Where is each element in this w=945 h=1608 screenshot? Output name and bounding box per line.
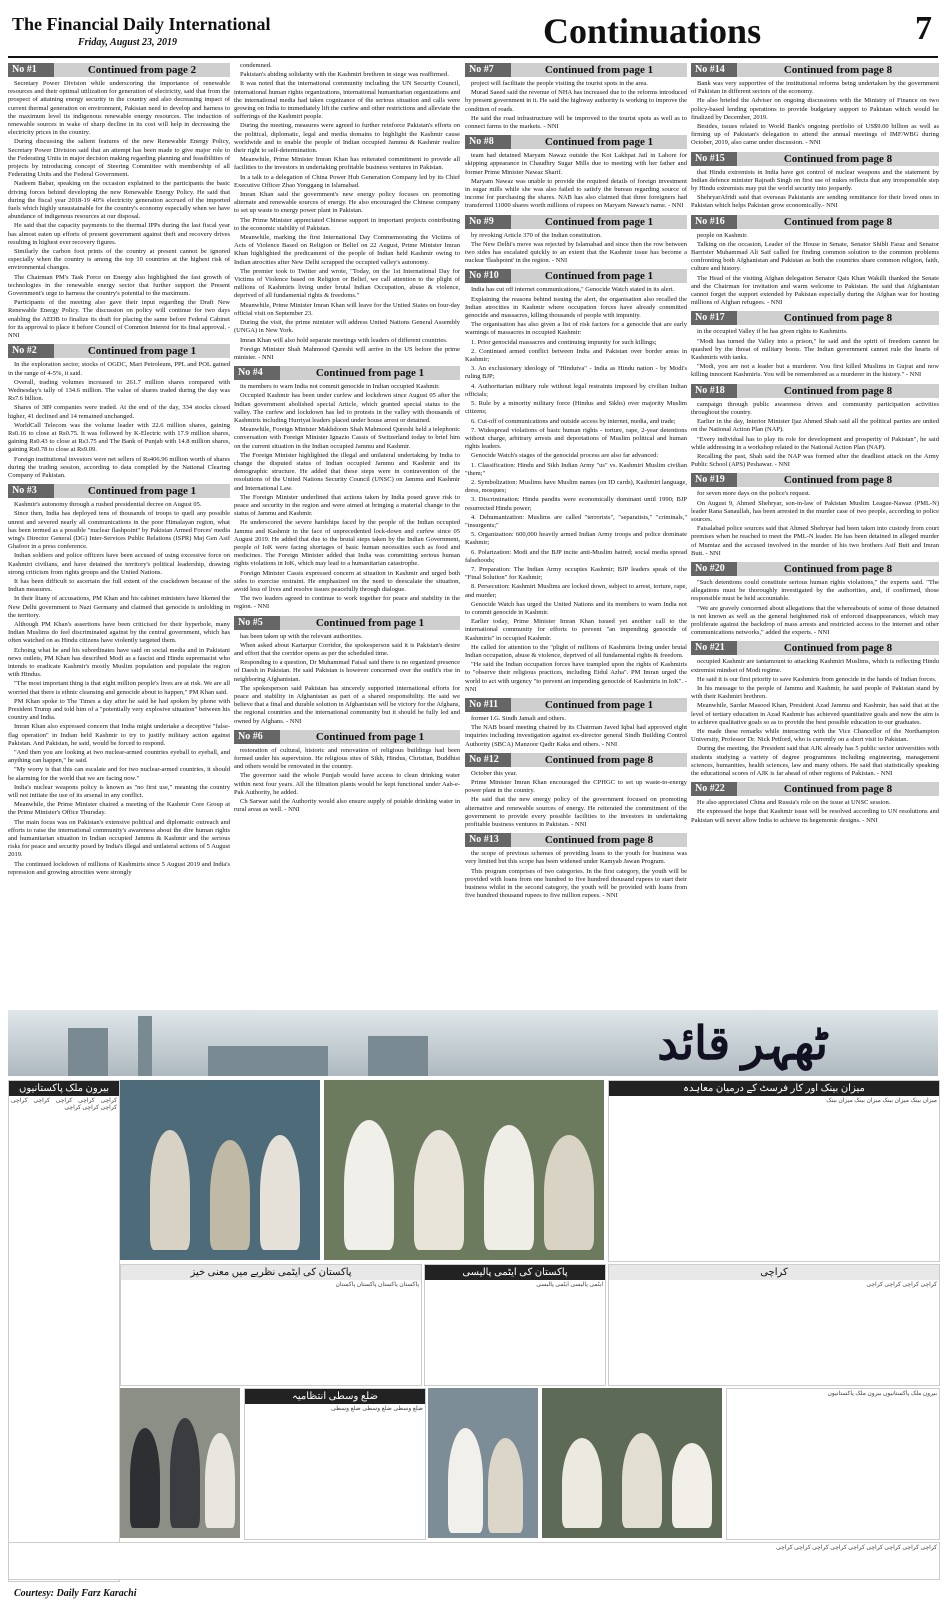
paragraph: Echoing what he and his subordinates have said on social media and in Pakistani news outlets, PM Khan has described Modi as a fascist and Hindu supremacist who intends to eradicate Kashmir's mostly Muslim population and populate the region with Hindus. <box>8 646 230 679</box>
paragraph: former I.G. Sindh Jamali and others. <box>471 715 566 722</box>
paragraph: "My worry is that this can escalate and for two nuclear-armed countries, it should be alarming for the world that we are facing now." <box>8 766 230 782</box>
story-body <box>465 80 687 131</box>
story-number: No #17 <box>691 311 737 325</box>
continued-label: Continued from page 8 <box>511 753 687 767</box>
paragraph: campaign through public awareness drives and community participation activities throughout the country. <box>691 400 939 416</box>
continuation-header <box>465 215 687 229</box>
masthead <box>8 4 938 58</box>
paragraph: India's nuclear weapons policy is known as "no first use," meaning the country will not initiate the use of its arsenal in any conflict. <box>8 783 230 800</box>
story-body <box>465 232 687 266</box>
continued-label: Continued from page 8 <box>737 311 939 325</box>
story-body <box>234 62 460 362</box>
continued-label: Continued from page 1 <box>54 344 230 358</box>
continuation-story <box>465 833 687 900</box>
urdu-headline: میزان بینک اور کار فرسٹ کے درمیان معاہدہ <box>609 1081 939 1096</box>
continuation-header <box>691 384 939 398</box>
story-number: No #5 <box>234 616 280 630</box>
paragraph: "The most important thing is that eight million people's lives are at risk. We are all worried that there is ethnic cleansing and genocide about to happen," PM Khan said. <box>8 680 230 696</box>
story-body <box>8 501 230 877</box>
paragraph: Overall, trading volumes increased to 261.7 million shares compared with Wednesday's tally of 134.6 million. The value of shares traded during the day was Rs7.6 billion. <box>8 378 230 403</box>
continuation-story <box>8 63 230 340</box>
story-number: No #19 <box>691 473 737 487</box>
story-number: No #18 <box>691 384 737 398</box>
story-number: No #7 <box>465 63 511 77</box>
column-1 <box>8 62 230 881</box>
paragraph: In their litany of accusations, PM Khan and his cabinet ministers have likened the New Delhi government to Nazi Germany and claimed that genocide is unfolding in the territory. <box>8 595 230 619</box>
paragraph: The two leaders agreed to continue to work together for peace and stability in the region. - NNI <box>234 595 460 611</box>
story-body <box>465 286 687 694</box>
column-3 <box>465 62 687 904</box>
continuation-header <box>8 484 230 498</box>
paragraph: He underscored the severe hardships faced by the people of the Indian occupied Jammu and Kashmir in the face of unprecedented lock-down and curfew since 05 August 2019. He added that due to the brutal steps taken by the Indian Government, people of IoK were facing shortages of basic human necessities such as food and medicines. The Foreign Minister added that India was committing serious human rights violations in IoK, which may lead to a humanitarian catastrophe. <box>234 519 460 568</box>
paragraph: "Such detentions could constitute serious human rights violations," the experts said. "The allegations must be thoroughly investigated by the authorities, and, if confirmed, those responsible must be held accountable. <box>691 578 939 603</box>
paragraph: Since then, India has deployed tens of thousands of troops to quell any possible unrest and severed nearly all communications in the poor Himalayan region, what has been termed as a possible "nuclear flashpoint" by Pakistan Armed Forces' media wing's Director General (DG) Inter-Services Public Relations (ISPR) Maj Gen Asif Ghafoor in a press conference. <box>8 510 230 551</box>
continued-label: Continued from page 1 <box>511 215 687 229</box>
urdu-story <box>244 1388 426 1540</box>
paragraph: 6. Cut-off of communications and outside access by internet, media, and trade; <box>471 417 676 425</box>
building-shape <box>368 1036 428 1076</box>
continuation-story <box>691 782 939 825</box>
paragraph: India has cut off internet communications," Genocide Watch stated in its alert. <box>471 286 675 294</box>
urdu-body: ضلع وسطی ضلع وسطی ضلع وسطی <box>331 1406 423 1412</box>
paragraph: condemned. <box>240 62 272 69</box>
paragraph: project will facilitate the people visiting the tourist spots in the area. <box>471 80 648 87</box>
story-body <box>465 152 687 210</box>
continuation-story <box>691 152 939 211</box>
continuation-header <box>465 135 687 149</box>
paragraph: 2. Continued armed conflict between India and Pakistan over border areas in Kashmir; <box>465 347 687 364</box>
story-number: No #4 <box>234 366 280 380</box>
paragraph: Foreign Minister Shah Mahmood Qureshi will arrive in the US before the prime minister. - NNI <box>234 345 460 361</box>
continued-label: Continued from page 8 <box>737 473 939 487</box>
news-photo <box>120 1388 240 1538</box>
continuation-story <box>234 62 460 362</box>
paragraph: October this year. <box>471 769 518 777</box>
paragraph: "We are gravely concerned about allegations that the whereabouts of some of those detained is not known as well as the general heightened risk of enforced disappearances, which may proliferate against the backdrop of mass arrests and restricted access to the internet and other communications networks," added the experts. - NNI <box>691 604 939 637</box>
news-photo <box>428 1388 538 1538</box>
story-number: No #9 <box>465 215 511 229</box>
continued-label: Continued from page 1 <box>511 698 687 712</box>
paragraph: Indian soldiers and police officers have been accused of using excessive force on Kashmiri civilians, and have detained the territory's political leadership, drawing strong criticism from rights groups and the United Nations. <box>8 552 230 576</box>
paragraph: Ch Sarwar said the Authority would also ensure supply of potable drinking water in rural areas as well. - NNI <box>234 798 460 814</box>
story-number: No #11 <box>465 698 511 712</box>
story-body <box>691 169 939 211</box>
paragraph: restoration of cultural, historic and renovation of religious buildings had been formed under his supervision. He religious sites of Sikh, Hindus, Christian, Buddhist and others would be renovated in the country. <box>234 746 460 771</box>
continuation-header <box>8 63 230 77</box>
paragraph: "Modi has turned the Valley into a prison," he said and the spirit of freedom cannot be quashed by the threat of military boots. The Indian government cannot rule the hearts of Kashmiris with tanks. <box>691 337 939 362</box>
story-number: No #1 <box>8 63 54 77</box>
paragraph: 4. Authoritarian military rule without legal restraints imposed by civilian Indian officials; <box>465 382 687 398</box>
paper-name: The Financial Daily International <box>12 14 271 34</box>
story-body <box>234 383 460 611</box>
urdu-news-page <box>8 1080 938 1580</box>
paragraph: During the meeting, the President said that AJK already has 5 public sector universities with students studying a variety of degree programmes including engineering, management sciences, humanities, health sciences, law and many others. He said that statistically speaking the educational scores of AJK is far ahead of other regions of Pakistan. - NNI <box>691 745 939 777</box>
paragraph: He made these remarks while interacting with the Vice Chancellor of the Northampton University, Professor Dr. Nick Petford, who is currently on a short visit to Pakistan. <box>691 727 939 744</box>
story-number: No #8 <box>465 135 511 149</box>
continued-label: Continued from page 8 <box>737 641 939 655</box>
continuation-header <box>691 311 939 325</box>
urdu-headline: کراچی <box>609 1265 939 1280</box>
news-photo <box>542 1388 722 1538</box>
continuation-header <box>691 473 939 487</box>
story-body <box>8 361 230 480</box>
urdu-headline: ضلع وسطی انتظامیہ <box>245 1389 425 1404</box>
paragraph: PM Khan spoke to The Times a day after he said he had spoken by phone with President Trump and told him of a "potentially very explosive situation" between his country and India. <box>8 697 230 722</box>
paragraph: The premier took to Twitter and wrote, "Today, on the 1st International Day for Victims of Violence based on Religion or Belief, we call attention to the plight of millions of Kashmiris living under brutal Indian Occupation, abuse & violence, deprived of all fundamental rights & freedoms." <box>234 267 460 300</box>
paragraph: Murad Saeed said the revenue of NHA has increased due to the reforms introduced by present government in it. He said the highway authority is working to improve the condition of roads. <box>465 89 687 113</box>
story-number: No #2 <box>8 344 54 358</box>
paragraph: Similarly the carbon foot prints of the country at present cannot be ignored especially when the country is among the top 10 countries at the highest risk of environmental changes. <box>8 248 230 272</box>
urdu-body: میزان بینک میزان بینک میزان بینک میزان بینک <box>826 1098 937 1104</box>
paragraph: Foreign institutional investors were net sellers of Rs406.96 million worth of shares during the trading session, according to data compiled by the National Clearing Company of Pakistan. <box>8 455 230 479</box>
story-number: No #15 <box>691 152 737 166</box>
continuation-story <box>8 484 230 877</box>
paragraph: 7. Widespread violations of basic human rights - torture, rape, 2-year detentions without charge, arbitrary arrests and deportations of Muslim political and human rights leaders. <box>465 426 687 451</box>
paragraph: Maryam Nawaz was unable to provide the required details of foreign investment in sugar mills while she was also failed to satisfy the bureau regarding source of income for purchasing the shares. NAB has also claimed that three foreigners had transferred 11000 shares worth millions of rupees on Maryam Nawaz's name. - NNI <box>465 177 687 210</box>
continuation-story <box>691 641 939 778</box>
paragraph: 3. Discrimination: Hindu pandits were economically dominant until 1990; BJP resurrected Hindu power; <box>465 496 687 512</box>
story-number: No #3 <box>8 484 54 498</box>
paragraph: When asked about Kartarpur Corridor, the spokesperson said it is Pakistan's desire and effort that the corridor opens as per the scheduled time. <box>234 641 460 657</box>
continued-label: Continued from page 1 <box>511 269 687 283</box>
paragraph: Nadeem Babar, speaking on the occasion explained to the participants the basic driving forces behind developing the new Renewable Energy Policy. He said that during the fiscal year 2018-19 40% electricity generation accrued of the imported fuels which highly unsustainable for the country's economy especially when we have abundance of indigenous resources at our disposal. <box>8 180 230 221</box>
paragraph: team had detained Maryam Nawaz outside the Kot Lakhpat Jail in Lahore for skipping appearance in Chaudhry Sugar Mills due to meeting with her father and former Prime Minister Nawaz Sharif. <box>465 152 687 176</box>
story-body <box>691 579 939 637</box>
paragraph: The New Delhi's move was rejected by Islamabad and since then the row between two sides has escalated quickly to an extent that the Kashmir issue has become a nuclear 'flashpoint' in the region. - NNI <box>465 240 687 265</box>
continued-label: Continued from page 1 <box>280 366 460 380</box>
continuation-header <box>8 344 230 358</box>
continued-label: Continued from page 8 <box>737 152 939 166</box>
paragraph: "And then you are looking at two nuclear-armed countries eyeball to eyeball, and anything can happen," he said. <box>8 749 230 765</box>
urdu-story <box>424 1264 606 1386</box>
paragraph: Meanwhile, Sardar Masood Khan, President Azad Jammu and Kashmir, has said that at the level of tertiary education in Azad Kashmir has achieved quantitative goals and now the aim is to achieve qualitative goals so as to provide the best possible education to our graduates. <box>691 702 939 726</box>
continued-label: Continued from page 2 <box>54 63 230 77</box>
continuation-story <box>691 562 939 637</box>
paragraph: that Hindu extremists in India have got control of nuclear weapons and the statement by Indian defence minister Rajnath Singh on first use of nukes reflects that any irresponsible step by Hindu extremists may put the world security into jeopardy. <box>691 168 939 193</box>
courtesy-line: Courtesy: Daily Farz Karachi <box>14 1588 137 1599</box>
paragraph: He said that the new energy policy of the government focused on promoting alternative and renewable sources of energy. He reiterated the commitment of the government to provide every possible facilities to the investors in undertaking profitable business ventures in Pakistan. - NNI <box>465 796 687 829</box>
continuation-header <box>465 753 687 767</box>
paragraph: Earlier today, Prime Minister Imran Khan issued yet another call to the international community for efforts to prevent "an impending genocide of Kashmiris" in occupied Kashmir. <box>465 618 687 642</box>
paragraph: "He said the Indian occupation forces have trampled upon the rights of Kashmiris to "observe their religious practices, including Eidul Azha". PM Imran urged the world to act with urgency "to prevent an impending genocide of Kashmiris in IoK". - NNI <box>465 661 687 693</box>
paragraph: Participants of the meeting also gave their input regarding the Draft New Renewable Energy Policy. The discussion on policy will continue for two days enabling the AEDB to finalize its draft for placing the same before Federal Cabinet for its approval to place it before Council of Common Interest for its final approval. - NNI <box>8 299 230 340</box>
continuation-story <box>465 215 687 266</box>
paragraph: ShehryarAfridi said that overseas Pakistanis are sending remittance for their loved ones in Pakistan which helps Pakistan grow economically.- NNI <box>691 194 939 210</box>
story-number: No #12 <box>465 753 511 767</box>
story-number: No #21 <box>691 641 737 655</box>
continuation-story <box>234 616 460 726</box>
story-number: No #6 <box>234 730 280 744</box>
page-number: 7 <box>915 10 932 47</box>
story-body <box>234 747 460 815</box>
paragraph: Imran Khan also expressed concern that India might undertake a deceptive "false-flag operation" in Indian held Kashmir to try to justify military action against Pakistan. And Pakistan, he said, would be forced to respond. <box>8 723 230 747</box>
paragraph: The continued lockdown of millions of Kashmiris since 5 August 2019 and India's repression and growing atrocities were strongly <box>8 860 230 876</box>
paragraph: He said the road infrastructure will be improved to the tourist spots as well as to connect farms to the markets. - NNI <box>465 114 687 131</box>
paragraph: On August 9, Ahmed Shehryar, son-in-law of Pakistan Muslim League-Nawaz (PML-N) leader Rana Sanaullah, has been arrested in the murder case of two people, according to police sources. <box>691 499 939 523</box>
story-body <box>234 633 460 726</box>
paragraph: Imran Khan will also hold separate meetings with leaders of different countries. <box>240 336 448 344</box>
continuation-story <box>465 63 687 131</box>
story-body <box>691 799 939 825</box>
continuation-story <box>465 135 687 210</box>
paragraph: 5. Organization: 600,000 heavily armed Indian Army troops and police dominate Kashmir; <box>465 531 687 547</box>
paragraph: He said it is our first priority to save Kashmiris from genocide in the hands of Indian forces. <box>697 675 937 683</box>
paragraph: He also appreciated China and Russia's role on the issue at UNSC session. <box>697 799 891 807</box>
story-body <box>691 401 939 470</box>
paragraph: The NAB board meeting chaired by its Chairman Javed Iqbal had approved eight inquiries including investigation against ex-director general Sindh Building Control Authority (SBCA) Manzoor Qadir Kaka and others. - NNI <box>465 724 687 748</box>
continuation-header <box>691 562 939 576</box>
story-number: No #10 <box>465 269 511 283</box>
urdu-bottom-strip <box>8 1542 940 1580</box>
paragraph: He called for attention to the "plight of millions of Kashmiris living under brutal Indian occupation, abuse & violence, deprived of all fundamental rights & freedom. <box>465 643 687 659</box>
paragraph: The Chairman PM's Task Force on Energy also highlighted the fast growth of technologies in the renewable energy sector that further support the Present Government's urge to harness the country's potential to the maximum. <box>8 273 230 298</box>
paragraph: He expressed the hope that Kashmir issue will be resolved according to UN resolutions and Pakistan will never allow India to achieve its hegemonic designs. - NNI <box>691 808 939 824</box>
urdu-body: کراچی کراچی کراچی کراچی کراچی کراچی کراچی کراچی کراچی <box>776 1545 937 1551</box>
continued-label: Continued from page 1 <box>54 484 230 498</box>
paragraph: He said that the capacity payments to the thermal IPPs during the last fiscal year has almost eaten up efforts of present government against theft and recovery drives resulting in highest ever recovery figures. <box>8 222 230 246</box>
continuation-story <box>691 215 939 308</box>
paragraph: Shares of 389 companies were traded. At the end of the day, 334 stocks closed higher, 41 declined and 14 remained unchanged. <box>8 404 230 420</box>
urdu-paper-logo: ٹھہر قائد <box>657 1018 828 1069</box>
continuation-header <box>691 641 939 655</box>
urdu-story <box>120 1264 422 1386</box>
continuation-header <box>234 366 460 380</box>
paragraph: The spokesperson said Pakistan has sincerely supported international efforts for peace and stability in Afghanistan as part of a shared responsibility. He said we believe that a final and durable solution in Afghanistan will be victory for the Afghans, the regional countries and the international community but it should be fully led and owned by Afghans. - NNI <box>234 684 460 725</box>
building-shape <box>208 1046 328 1076</box>
continuation-story <box>234 366 460 611</box>
news-photo <box>120 1080 320 1260</box>
paragraph: 5. Rule by a minority military force (Hindus and Sikhs) over majority Muslim citizens; <box>465 400 687 416</box>
continuation-story <box>691 311 939 379</box>
paragraph: people on Kashmir. <box>697 231 748 239</box>
paragraph: Secretary Power Division while underscoring the importance of renewable resources and their optimal utilization for generation of electricity, said that from the prospect of attaining energy security in the country and also decreasing impact of current thermal generation on environment, Pakistan need to develop and harness to the maximum level its indigenous renewable energy resources. The induction of renewable sources in wake of sharp decline in its cost will help in decreasing the electricity prices in the country. <box>8 80 230 137</box>
continuation-header <box>465 833 687 847</box>
continuation-header <box>465 63 687 77</box>
continuation-header <box>691 63 939 77</box>
story-number: No #13 <box>465 833 511 847</box>
story-body <box>691 658 939 778</box>
paragraph: Kashmir's autonomy through a rushed presidential decree on August 05. <box>14 501 202 509</box>
column-4 <box>691 62 939 829</box>
continued-label: Continued from page 1 <box>511 135 687 149</box>
paragraph: 2. Symbolization: Muslims have Muslim names (on ID cards), Kashmiri language, dress, mosques; <box>465 478 687 495</box>
paragraph: Foreign Minister Cassis expressed concern at situation in Kashmir and urged both sides to exercise restraint. He emphasized on the need to deescalate the situation, avoid loss of lives and resolve issues peacefully through dialogue. <box>234 569 460 593</box>
paragraph: WorldCall Telecom was the volume leader with 22.6 million shares, gaining Rs0.16 to close at Rs0.75. It was followed by K-Electric with 17.9 million shares, gaining Rs0.43 to close at Rs3.75 and The Bank of Punjab with 14.8 million shares, gaining Rs0.78 to close at Rs9.09. <box>8 421 230 454</box>
urdu-body: کراچی کراچی کراچی کراچی <box>866 1282 937 1288</box>
story-body <box>691 232 939 308</box>
paragraph: It was noted that the international community including the UN Security Council, international human rights organizations, international humanitarian organizations and the international media had taken cognizance of the serious situation and calls were growing on India to immediately lift the curfew and other restrictions and alleviate the sufferings of the Kashmiri people. <box>234 80 460 121</box>
continued-label: Continued from page 1 <box>511 63 687 77</box>
continuation-story <box>465 269 687 694</box>
paragraph: During discussing the salient features of the new Renewable Energy Policy, Secretary Power Division said that an attempt has been made to give major role to the Federating Units in major decision making regarding planning and feasibilities of projects by introducing concept of Steering Committee with membership of all Federating Units and the Federal Government. <box>8 138 230 179</box>
paragraph: The governor said the whole Punjab would have access to clean drinking water within next four years. All the filtration plants would be kept functional under Aab-e-Pak Authority, he added. <box>234 772 460 796</box>
urdu-body: کراچی کراچی کراچی کراچی کراچی کراچی کراچی کراچی <box>11 1098 117 1111</box>
story-number: No #14 <box>691 63 737 77</box>
paragraph: The organisation has also given a list of risk factors for a genocide that are early warnings of massacres in occupied Kashmir: <box>465 321 687 337</box>
paragraph: the scope of previous schemes of providing loans to the youth for business was very limited but this scope has been widened under Kamyab Jawan Program. <box>465 850 687 866</box>
urdu-body: ایٹمی پالیسی ایٹمی پالیسی <box>536 1282 603 1288</box>
continuation-story <box>465 753 687 829</box>
paragraph: The Head of the visiting Afghan delegation Senator Qais Khan Wakilli thanked the Senate and the Chairman for invitation and warm welcome to Pakistan. He said that Afghanistan cannot forget the support extended by Pakistan especially during the Afghan war for hosting millions of Afghan refugees. - NNI <box>691 274 939 307</box>
paragraph: "Every individual has to play its role for development and prosperity of Pakistan", he said while addressing in a workshop related to the National Action Plan (NAP). <box>691 435 939 451</box>
paragraph: Earlier in the day, Interior Minister Ijaz Ahmed Shah said all the political parties are united on the National Action Plan (NAP). <box>691 418 939 434</box>
continued-label: Continued from page 8 <box>737 384 939 398</box>
continuation-story <box>234 730 460 815</box>
story-number: No #20 <box>691 562 737 576</box>
story-body <box>465 850 687 900</box>
paragraph: has been taken up with the relevant authorities. <box>240 632 363 640</box>
paragraph: The Foreign Minister underlined that actions taken by India posed grave risk to peace and security in the region and were aimed at bringing a material change to the status of Jammu and Kashmir. <box>234 493 460 518</box>
story-body <box>465 770 687 829</box>
continuation-header <box>465 698 687 712</box>
continuation-header <box>691 782 939 796</box>
continuation-story <box>691 473 939 558</box>
urdu-story <box>8 1080 120 1582</box>
paragraph: 4. Dehumanization: Muslims are called "terrorists", "separatists," "criminals," "insurgents;" <box>465 513 687 529</box>
paragraph: In his message to the people of Jammu and Kashmir, he said people of Pakistan stand by with their Kashmiri brethren. <box>691 684 939 701</box>
continuation-header <box>234 616 460 630</box>
paragraph: Meanwhile, Prime Minister Imran Khan has reiterated commitment to provide all facilities to the investors in undertaking profitable business ventures in Pakistan. <box>234 156 460 172</box>
paragraph: Bank was very supportive of the institutional reforms being undertaken by the government of Pakistan in different sectors of the economy. <box>691 80 939 96</box>
paragraph: Meanwhile, the Prime Minister chaired a meeting of the Kashmir Core Group at the Prime Minister's Office Thursday. <box>8 801 230 817</box>
paragraph: in the occupied Valley if he has given rights to Kashmiris. <box>697 328 848 336</box>
paragraph: This program comprises of two categories. In the first category, the youth will be provided with loans from one hundred to five hundred thousand rupees to start their business whilst in the second category, the youth will be provided with loans from five hundred thousand rupees to five million rupees. - NNI <box>465 867 687 900</box>
paragraph: Meanwhile, Foreign Minister Makhdoom Shah Mahmood Qureshi held a telephonic conversation with Foreign Minister Ignazio Cassis of Switzerland today to brief him on the current situation in the Indian occupied Jammu and Kashmir. <box>234 426 460 450</box>
continuation-story <box>465 698 687 749</box>
paragraph: During the meeting, measures were agreed to further reinforce Pakistan's efforts on the political, diplomatic, legal and media domains to highlight the Kashmir cause worldwide and to enable the people of Indian occupied Jammu & Kashmir realize their right to self-determination. <box>234 122 460 155</box>
paragraph: Explaining the reasons behind issuing the alert, the organisation also recalled the Indian atrocities in Kashmir where occupation forces have already committed genocide and massacres, killing thousands of people with impunity. <box>465 295 687 320</box>
urdu-body: پاکستان پاکستان پاکستان پاکستان <box>335 1282 419 1288</box>
paragraph: Although PM Khan's assertions have been criticised for their hyperbole, many Indian Muslims do feel discriminated against by the central government, which has often watched on as Hindu citizens have violently targeted them. <box>8 620 230 645</box>
urdu-section-banner <box>8 1010 938 1076</box>
paragraph: During the visit, the prime minister will address United Nations General Assembly (UNGA) in New York. <box>234 319 460 335</box>
paragraph: its members to warn India not commit genocide in Indian occupied Kashmir. <box>240 383 440 391</box>
paragraph: Prime Minister Imran Khan encouraged the CPHGC to set up waste-to-energy power plant in the country. <box>465 779 687 795</box>
story-number: No #22 <box>691 782 737 796</box>
story-number: No #16 <box>691 215 737 229</box>
paragraph: Faisalabad police sources said that Ahmed Shehryar had been taken into custody from court premises when he reached to meet the PML-N leader. He has been detained in alleged murder of Mumtaz and the accused involved in the murder of his two brothers Asif Butt and Imran Butt. - NNI <box>691 525 939 557</box>
column-2 <box>234 62 460 818</box>
urdu-story <box>608 1264 940 1386</box>
urdu-body: بیرون ملک پاکستانیوں بیرون ملک پاکستانیوں <box>827 1391 937 1397</box>
paragraph: 3. An exclusionary ideology of "Hindutva" - India as Hindu nation - by Modi's ruling BJP; <box>465 365 687 381</box>
urdu-story <box>726 1388 940 1540</box>
tower-shape <box>138 1016 152 1076</box>
paragraph: Pakistan's abiding solidarity with the Kashmiri brethren in siege was reaffirmed. <box>240 71 449 79</box>
publication-date: Friday, August 23, 2019 <box>78 37 177 48</box>
paragraph: Responding to a question, Dr Muhammad Faisal said there is no organized presence of Daesh in Pakistan. He said Pakistan is however concerned over the outfit's rise in neighboring Afghanistan. <box>234 659 460 683</box>
continued-label: Continued from page 8 <box>511 833 687 847</box>
paragraph: Occupied Kashmir has been under curfew and lockdown since August 05 after the Indian government abolished special Article, which granted special status to the valley. The curfew and lockdown has led to protests in the valley with thousands of Kashmiris including Hurriyat leaders placed under house arrest or detained. <box>234 392 460 424</box>
continued-label: Continued from page 8 <box>737 215 939 229</box>
continued-label: Continued from page 8 <box>737 63 939 77</box>
paragraph: Besides, issues related to World Bank's ongoing portfolio of US$9.00 billion as well as firming up of Pakistan's delegation to attend the annual meetings of IMF/WBG during October, 2019, also came under discussion. - NNI <box>691 123 939 147</box>
paragraph: 1. Classification: Hindu and Sikh Indian Army "us" vs. Kashmiri Muslim civilian "them;" <box>465 461 687 477</box>
paragraph: 6. Polarization: Modi and the BJP incite anti-Muslim hatred; social media spread falsehoods; <box>465 548 687 564</box>
paragraph: occupied Kashmir are tantamount to attacking Kashmiri Muslims, which is reflecting Hindu extremist mindset of Modi regime. <box>691 658 939 674</box>
urdu-headline: پاکستان کی ایٹمی نظریے میں معنی خیز <box>121 1265 421 1280</box>
continuation-header <box>234 730 460 744</box>
story-body <box>691 490 939 558</box>
continuation-header <box>465 269 687 283</box>
paragraph: for seven more days on the police's request. <box>697 490 811 498</box>
paragraph: Meanwhile, marking the first International Day Commemorating the Victims of Acts of Violence Based on Religion or Belief on 22 August, Prime Minister Imran Khan highlighted the predicament of the people of Indian held Kashmir owing to Indian atrocities after New Delhi scrapped the occupied valley's autonomy. <box>234 234 460 266</box>
story-body <box>691 80 939 148</box>
story-body <box>691 328 939 379</box>
paragraph: "Modi, you are not a leader but a murderer. You first killed Muslims in Gujrat and now killing innocent Kashmiris. You will be remembered as a murderer in the history." - NNI <box>691 363 939 379</box>
paragraph: 8. Persecution: Kashmiri Muslims are locked down, subject to arrest, torture, rape, and murder; <box>465 583 687 599</box>
continuation-story <box>691 384 939 470</box>
paragraph: The Foreign Minister highlighted the illegal and unilateral undertaking by India to change the disputed status of Indian occupied Jammu and Kashmir and its demographic structure. He added that these steps were in contravention of the resolutions of the United Nations Security Council (UNSC) on Jammu and Kashmir and International Law. <box>234 451 460 492</box>
continued-label: Continued from page 1 <box>280 730 460 744</box>
urdu-story <box>608 1080 940 1262</box>
urdu-headline: پاکستان کی ایٹمی پالیسی <box>425 1265 605 1280</box>
paragraph: Talking on the occasion, Leader of the House in Senate, Senator Shibli Faraz and Senator Barrister Muhammad Ali Saif called for finding common solution to the common problems confronting both Afghanistan and Pakistan as both the countries share common religion, faith, culture and history. <box>691 240 939 273</box>
paragraph: In the exploration sector, stocks of OGDC, Mari Petroleum, PPL and POL gained in the range of 4-5%, it said. <box>8 361 230 377</box>
continued-label: Continued from page 8 <box>737 562 939 576</box>
paragraph: It has been difficult to ascertain the full extent of the crackdown because of the Indian measures. <box>8 577 230 594</box>
news-photo <box>324 1080 604 1260</box>
building-shape <box>68 1028 108 1076</box>
continuation-header <box>691 215 939 229</box>
section-title: Continuations <box>543 11 762 51</box>
paragraph: The main focus was on Pakistan's extensive political and diplomatic outreach and efforts to raise the international community's awareness about the dire human rights and humanitarian situation in Indian occupied Jammu & Kashmir and the serious risks for peace and security posed by India's illegal and unilateral actions of 5 August 2019. <box>8 818 230 859</box>
story-body <box>465 715 687 749</box>
continuation-story <box>691 63 939 148</box>
continued-label: Continued from page 1 <box>280 616 460 630</box>
urdu-headline: بیرون ملک پاکستانیوں <box>9 1081 119 1096</box>
paragraph: He also briefed the Adviser on ongoing discussions with the Ministry of Finance on two policy-based lending operations to provide budgetary support to Pakistan which would be finalized by December, 2019. <box>691 97 939 121</box>
paragraph: 1. Prior genocidal massacres and continuing impunity for such killings; <box>471 338 657 346</box>
paragraph: Meanwhile, Prime Minister Imran Khan will leave for the United States on four-day official visit on September 23. <box>234 301 460 317</box>
paragraph: The Prime Minister appreciated Chinese support in important projects contributing to the economic stability of Pakistan. <box>234 216 460 232</box>
continued-label: Continued from page 8 <box>737 782 939 796</box>
paragraph: Genocide Watch's stages of the genocidal process are also far advanced: <box>471 452 659 460</box>
paragraph: In a talk to a delegation of China Power Hub Generation Company led by its Chief Executive Officer Zhao Yonggang in Islamabad. <box>234 173 460 189</box>
paragraph: by revoking Article 370 of the Indian constitution. <box>471 231 602 239</box>
paragraph: 7. Preparation: The Indian Army occupies Kashmir; BJP leaders speak of the "Final Solution" for Kashmir; <box>465 565 687 582</box>
story-body <box>8 80 230 340</box>
paragraph: Recalling the past, Shah said the NAP was formed after the deadliest attack on the Army Public School (APS) Peshawar. - NNI <box>691 452 939 469</box>
paragraph: Genocide Watch has urged the United Nations and its members to warn India not to commit genocide in Kashmir. <box>465 600 687 616</box>
continuation-story <box>8 344 230 480</box>
paragraph: Imran Khan said the government's new energy policy focuses on promoting alternate and renewable sources of energy. He also encouraged the Chinese company to set up waste to energy power plant in Pakistan. <box>234 191 460 215</box>
continuation-header <box>691 152 939 166</box>
